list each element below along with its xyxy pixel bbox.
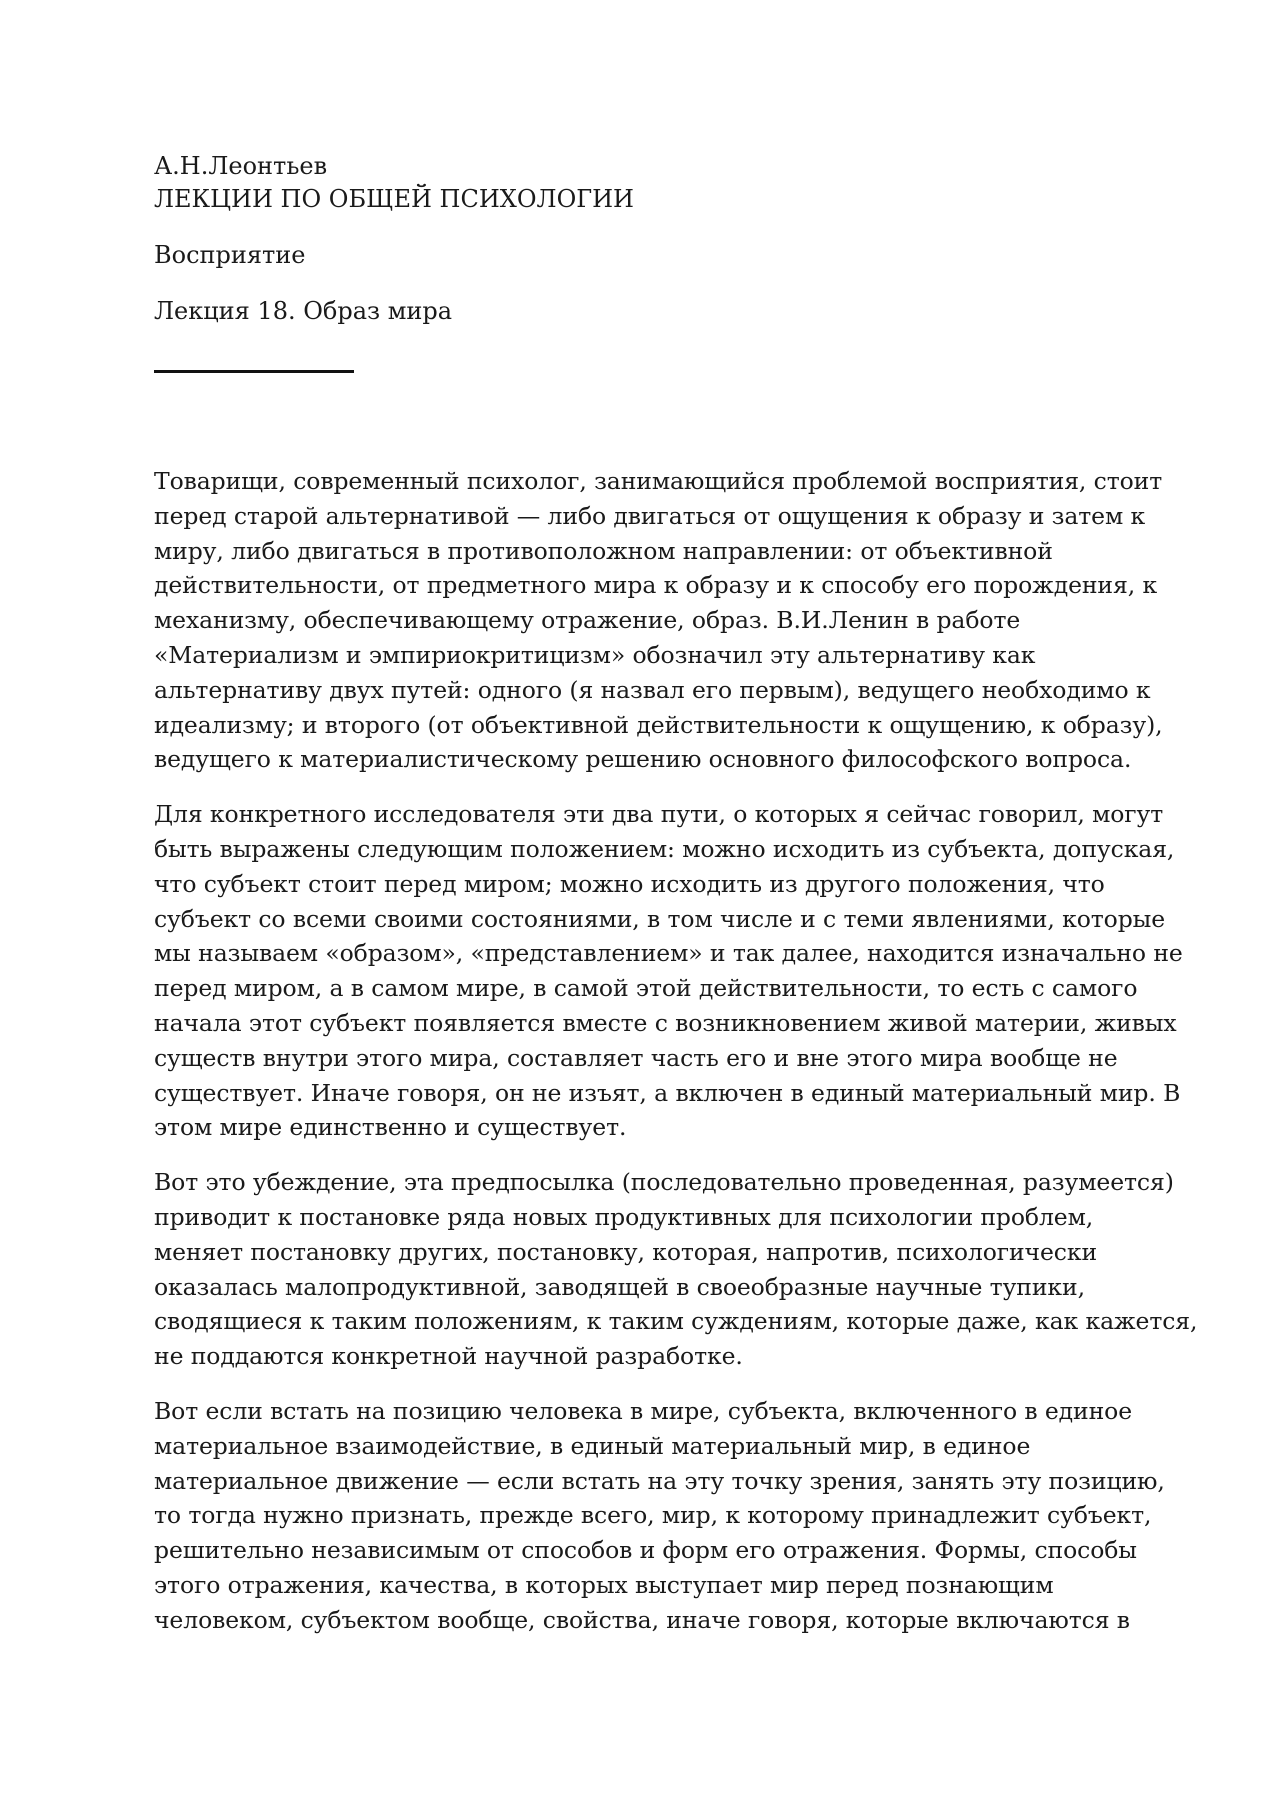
text-line: Вот если встать на позицию человека в мире, субъекта, включенного в единое [154,1396,1133,1425]
text-line: существует. Иначе говоря, он не изъят, а включен в единый материальный мир. В [154,1078,1181,1107]
text-line: идеализму; и второго (от объективной действительности к ощущению, к образу), [154,710,1163,739]
text-line: мы называем «образом», «представлением» и так далее, находится изначально не [154,939,1183,968]
paragraph-4 [154,1394,1165,1638]
text-line: оказалась малопродуктивной, заводящей в своеобразные научные тупики, [154,1272,1085,1301]
document-page [154,150,1198,1658]
author-name: А.Н.Леонтьев [154,152,328,180]
text-line: перед миром, а в самом мире, в самой этой действительности, то есть с самого [154,974,1138,1003]
text-line: альтернативу двух путей: одного (я назвал его первым), ведущего необходимо к [154,675,1151,704]
text-line: материальное взаимодействие, в единый материальный мир, в единое [154,1431,1031,1460]
text-line: меняет постановку других, постановку, которая, напротив, психологически [154,1237,1098,1266]
text-line: не поддаются конкретной научной разработке. [154,1342,743,1371]
body-text [154,464,1198,1638]
text-line: что субъект стоит перед миром; можно исходить из другого положения, что [154,869,1105,898]
text-line: перед старой альтернативой — либо двигаться от ощущения к образу и затем к [154,501,1146,530]
text-line: действительности, от предметного мира к образу и к способу его порождения, к [154,571,1158,600]
text-line: Вот это убеждение, эта предпосылка (последовательно проведенная, разумеется) [154,1168,1174,1197]
title-divider [154,370,354,373]
paragraph-3 [154,1165,1198,1374]
paragraph-2 [154,797,1183,1145]
lecture-title: Лекция 18. Образ мира [154,297,453,325]
text-line: ведущего к материалистическому решению основного философского вопроса. [154,745,1132,774]
section-title: Восприятие [154,241,306,269]
text-line: этого отражения, качества, в которых выступает мир перед познающим [154,1570,1054,1599]
text-line: механизму, обеспечивающему отражение, образ. В.И.Ленин в работе [154,606,1021,635]
text-line: приводит к постановке ряда новых продуктивных для психологии проблем, [154,1202,1094,1231]
text-line: человеком, субъектом вообще, свойства, иначе говоря, которые включаются в [154,1605,1130,1634]
text-line: сводящиеся к таким положениям, к таким суждениям, которые даже, как кажется, [154,1307,1198,1336]
text-line: материальное движение — если встать на эту точку зрения, занять эту позицию, [154,1466,1165,1495]
text-line: этом мире единственно и существует. [154,1113,627,1142]
text-line: Товарищи, современный психолог, занимающийся проблемой восприятия, стоит [154,467,1163,495]
text-line: Для конкретного исследователя эти два пути, о которых я сейчас говорил, могут [154,800,1164,829]
text-line: начала этот субъект появляется вместе с возникновением живой материи, живых [154,1008,1177,1037]
text-line: то тогда нужно признать, прежде всего, мир, к которому принадлежит субъект, [154,1501,1152,1530]
text-line: субъект со всеми своими состояниями, в том числе и с теми явлениями, которые [154,904,1166,933]
book-title: ЛЕКЦИИ ПО ОБЩЕЙ ПСИХОЛОГИИ [154,185,634,213]
text-line: миру, либо двигаться в противоположном направлении: от объективной [154,536,1053,565]
text-line: существ внутри этого мира, составляет часть его и вне этого мира вообще не [154,1043,1118,1072]
text-line: решительно независимым от способов и форм его отражения. Формы, способы [154,1536,1137,1565]
text-line: быть выражены следующим положением: можно исходить из субъекта, допуская, [154,834,1175,863]
text-line: «Материализм и эмпириокритицизм» обозначил эту альтернативу как [154,640,1036,669]
paragraph-1 [154,464,1163,777]
